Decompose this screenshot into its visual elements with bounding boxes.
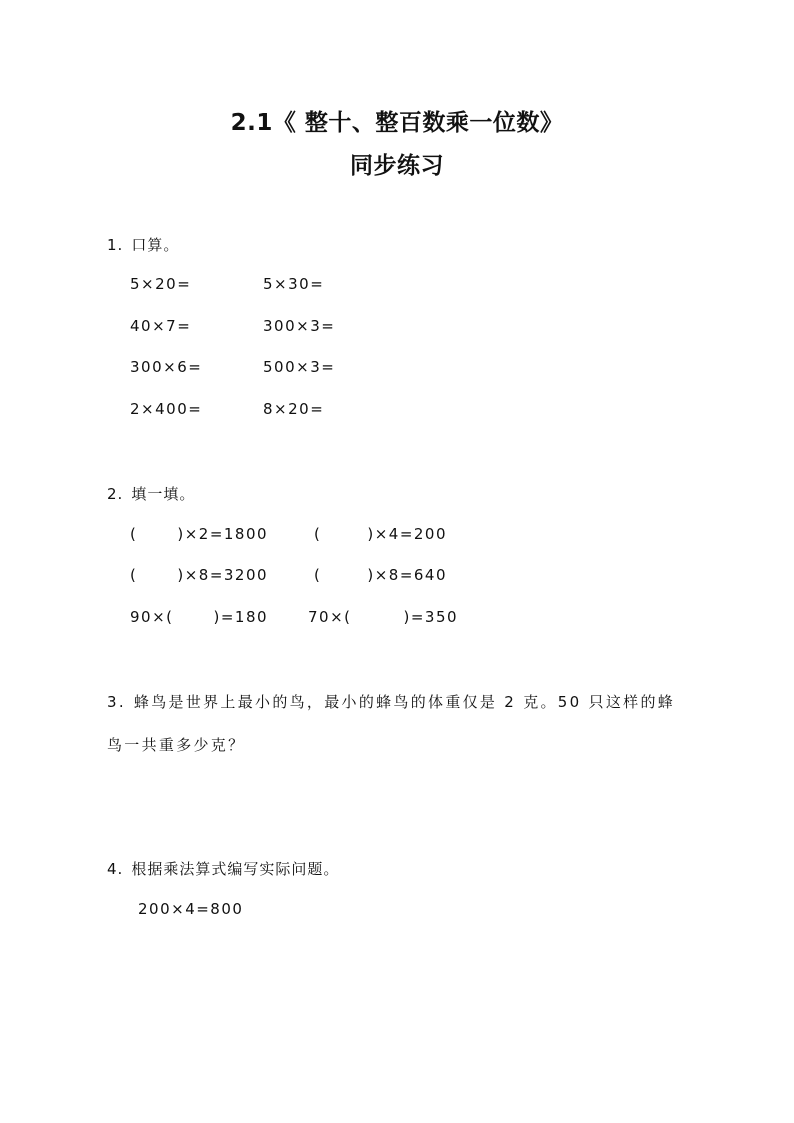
fill-blank-item bbox=[314, 566, 447, 584]
mental-math-item: 300×3= bbox=[263, 317, 336, 335]
mental-math-item: 300×6= bbox=[130, 358, 203, 376]
fill-blank-item bbox=[130, 608, 268, 626]
multiplication-expression: 200×4=800 bbox=[138, 900, 244, 918]
worksheet-subtitle: 同步练习 bbox=[350, 153, 444, 179]
mental-math-item: 500×3= bbox=[263, 358, 336, 376]
question-2-heading bbox=[107, 483, 195, 504]
fill-blank-item bbox=[130, 525, 268, 543]
mental-math-item: 8×20= bbox=[263, 400, 325, 418]
fill-blank-prefix: ( bbox=[314, 566, 322, 584]
question-4-heading bbox=[107, 858, 339, 879]
question-1-number: 1. bbox=[107, 236, 124, 254]
question-4-label: 根据乘法算式编写实际问题。 bbox=[131, 860, 340, 878]
question-3-number: 3. bbox=[107, 693, 126, 711]
fill-blank-suffix: )×4=200 bbox=[367, 525, 448, 543]
question-2-number: 2. bbox=[107, 485, 124, 503]
question-4-number: 4. bbox=[107, 860, 124, 878]
worksheet-title: 2.1《 整十、整百数乘一位数》 bbox=[230, 110, 564, 136]
question-1-label: 口算。 bbox=[131, 236, 180, 254]
question-3-line-2: 鸟一共重多少克？ bbox=[107, 736, 246, 754]
fill-blank-suffix: )×8=3200 bbox=[177, 566, 269, 584]
fill-blank-prefix: 90×( bbox=[130, 608, 174, 626]
fill-blank-prefix: 70×( bbox=[308, 608, 352, 626]
fill-blank-suffix: )=180 bbox=[213, 608, 269, 626]
mental-math-item: 2×400= bbox=[130, 400, 203, 418]
fill-blank-item bbox=[130, 566, 268, 584]
fill-blank-suffix: )=350 bbox=[403, 608, 459, 626]
fill-blank-prefix: ( bbox=[314, 525, 322, 543]
fill-blank-prefix: ( bbox=[130, 525, 138, 543]
mental-math-item: 5×30= bbox=[263, 275, 325, 293]
fill-blank-item bbox=[308, 608, 458, 626]
mental-math-item: 5×20= bbox=[130, 275, 192, 293]
fill-blank-prefix: ( bbox=[130, 566, 138, 584]
fill-blank-suffix: )×8=640 bbox=[367, 566, 448, 584]
mental-math-item: 40×7= bbox=[130, 317, 192, 335]
question-1-heading bbox=[107, 234, 179, 255]
question-3-text: 蜂鸟是世界上最小的鸟，最小的蜂鸟的体重仅是 2 克。50 只这样的蜂 bbox=[133, 693, 676, 711]
fill-blank-item bbox=[314, 525, 447, 543]
question-3-line-1 bbox=[107, 691, 707, 712]
fill-blank-suffix: )×2=1800 bbox=[177, 525, 269, 543]
question-2-label: 填一填。 bbox=[131, 485, 196, 503]
